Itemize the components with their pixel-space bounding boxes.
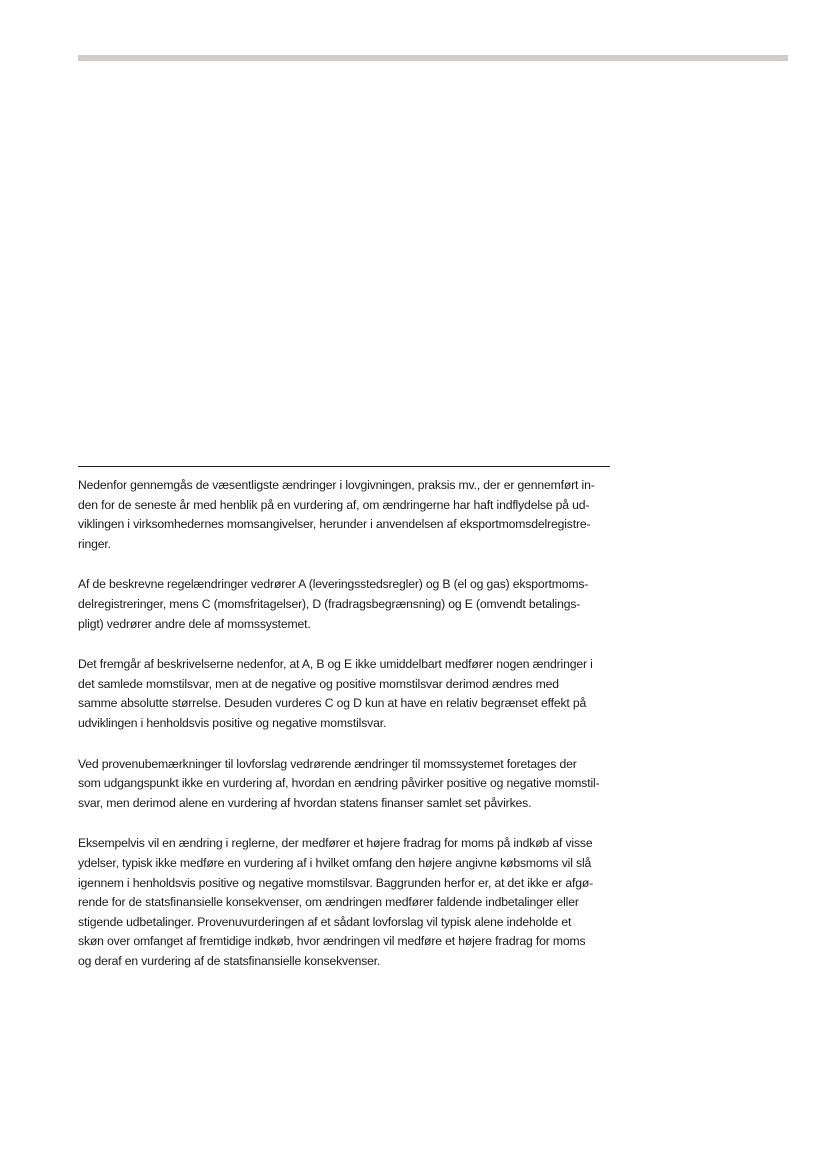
text-line: Eksempelvis vil en ændring i reglerne, der medfører et højere fradrag for moms på indkøb af visse xyxy=(78,836,593,851)
section-divider xyxy=(78,466,610,467)
text-line: skøn over omfanget af fremtidige indkøb, hvor ændringen vil medføre et højere fradrag for moms xyxy=(78,934,586,949)
text-line: svar, men derimod alene en vurdering af hvordan statens finanser samlet set påvirkes. xyxy=(78,795,532,810)
text-line: samme absolutte størrelse. Desuden vurderes C og D kun at have en relativ begrænset effekt på xyxy=(78,696,587,711)
header-accent-bar xyxy=(78,55,788,61)
text-line: rende for de statsfinansielle konsekvenser, om ændringen medfører faldende indbetalinger eller xyxy=(78,895,579,910)
text-line: Af de beskrevne regelændringer vedrører A (leveringsstedsregler) og B (el og gas) eksportmoms- xyxy=(78,577,589,592)
paragraph xyxy=(78,755,610,814)
paragraph xyxy=(78,834,610,971)
text-line: Det fremgår af beskrivelserne nedenfor, at A, B og E ikke umiddelbart medfører nogen ændringer i xyxy=(78,657,593,672)
text-line: viklingen i virksomhedernes momsangivelser, herunder i anvendelsen af eksportmomsdelregistre- xyxy=(78,517,591,532)
document-body xyxy=(78,476,610,992)
paragraph xyxy=(78,575,610,634)
text-line: stigende udbetalinger. Provenuvurderingen af et sådant lovforslag vil typisk alene indeholde et xyxy=(78,914,572,929)
text-line: udviklingen i henholdsvis positive og negative momstilsvar. xyxy=(78,715,387,730)
text-line: pligt) vedrører andre dele af momssystemet. xyxy=(78,616,311,631)
text-line: ydelser, typisk ikke medføre en vurdering af i hvilket omfang den højere angivne købsmoms vil slå xyxy=(78,855,592,870)
text-line: igennem i henholdsvis positive og negative momstilsvar. Baggrunden herfor er, at det ikke er afgø- xyxy=(78,875,594,890)
text-line: den for de seneste år med henblik på en vurdering af, om ændringerne har haft indflydelse på ud- xyxy=(78,497,590,512)
text-line: og deraf en vurdering af de statsfinansielle konsekvenser. xyxy=(78,953,381,968)
text-line: ringer. xyxy=(78,536,111,551)
paragraph xyxy=(78,476,610,554)
text-line: Ved provenubemærkninger til lovforslag vedrørende ændringer til momssystemet foretages der xyxy=(78,756,577,771)
text-line: som udgangspunkt ikke en vurdering af, hvordan en ændring påvirker positive og negative momstil- xyxy=(78,776,600,791)
text-line: det samlede momstilsvar, men at de negative og positive momstilsvar derimod ændres med xyxy=(78,676,559,691)
text-line: delregistreringer, mens C (momsfritagelser), D (fradragsbegrænsning) og E (omvendt betalings- xyxy=(78,596,581,611)
text-line: Nedenfor gennemgås de væsentligste ændringer i lovgivningen, praksis mv., der er gennemført in- xyxy=(78,478,595,492)
paragraph xyxy=(78,655,610,733)
